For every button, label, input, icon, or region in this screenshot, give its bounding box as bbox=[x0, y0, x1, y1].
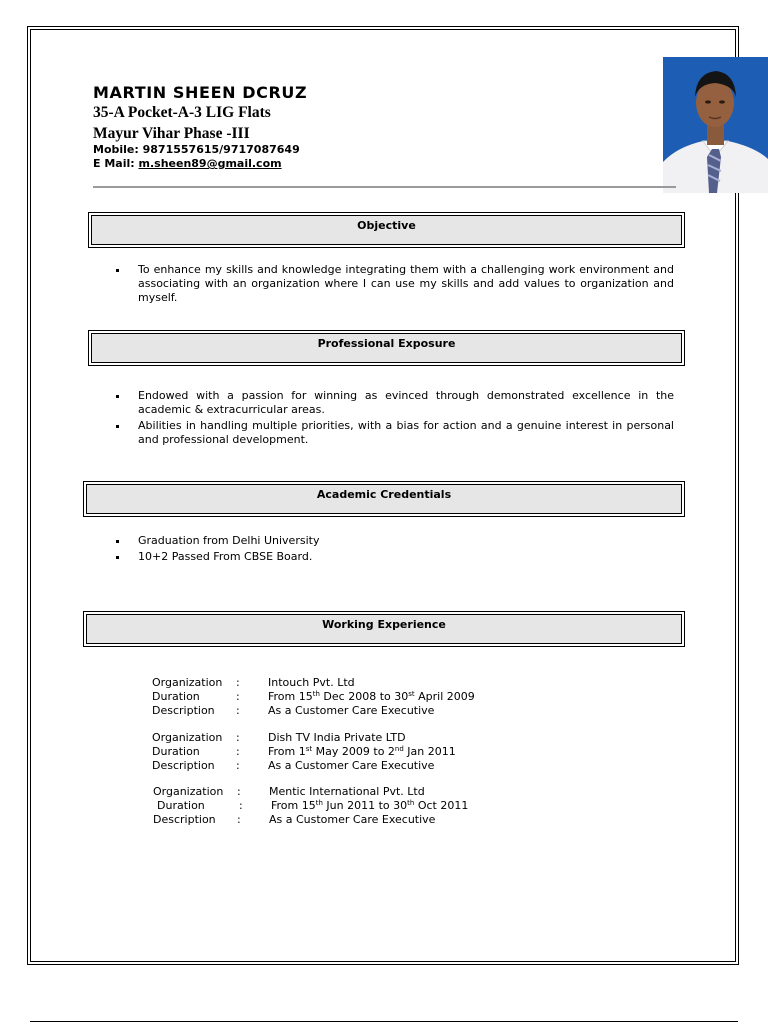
description-value: As a Customer Care Executive bbox=[269, 813, 436, 826]
mobile-value: 9871557615/9717087649 bbox=[142, 143, 300, 156]
colon: : bbox=[237, 813, 241, 826]
duration-label: Duration bbox=[152, 690, 200, 703]
colon: : bbox=[236, 731, 240, 744]
duration-value: From 15th Dec 2008 to 30st April 2009 bbox=[268, 690, 475, 703]
description-label: Description bbox=[152, 704, 215, 717]
candidate-name: MARTIN SHEEN DCRUZ bbox=[93, 83, 308, 102]
colon: : bbox=[236, 704, 240, 717]
description-value: As a Customer Care Executive bbox=[268, 704, 435, 717]
duration-label: Duration bbox=[152, 745, 200, 758]
professional-list bbox=[113, 389, 674, 449]
duration-label: Duration bbox=[157, 799, 205, 812]
email-line bbox=[93, 157, 282, 170]
list-item: 10+2 Passed From CBSE Board. bbox=[113, 550, 674, 564]
org-label: Organization bbox=[152, 676, 223, 689]
description-label: Description bbox=[152, 759, 215, 772]
description-value: As a Customer Care Executive bbox=[268, 759, 435, 772]
section-header-academic-credentials: Academic Credentials bbox=[86, 484, 682, 514]
portrait-icon bbox=[663, 57, 768, 193]
section-header-objective: Objective bbox=[91, 215, 682, 245]
duration-value: From 1st May 2009 to 2nd Jan 2011 bbox=[268, 745, 456, 758]
academic-list bbox=[113, 534, 674, 566]
org-value: Mentic International Pvt. Ltd bbox=[269, 785, 425, 798]
section-header-working-experience: Working Experience bbox=[86, 614, 682, 644]
mobile-label: Mobile: bbox=[93, 143, 139, 156]
address-line-1: 35-A Pocket-A-3 LIG Flats bbox=[93, 104, 271, 121]
header-divider bbox=[93, 186, 676, 188]
org-label: Organization bbox=[153, 785, 224, 798]
colon: : bbox=[236, 690, 240, 703]
colon: : bbox=[237, 785, 241, 798]
mobile-line bbox=[93, 143, 300, 156]
org-value: Intouch Pvt. Ltd bbox=[268, 676, 355, 689]
profile-photo bbox=[663, 57, 768, 193]
list-item: To enhance my skills and knowledge integrating them with a challenging work environment and associating with an organization where I can use my skills and add values to organization and myself. bbox=[113, 263, 674, 305]
page-bottom-rule bbox=[30, 1021, 738, 1022]
colon: : bbox=[236, 759, 240, 772]
section-header-professional-exposure: Professional Exposure bbox=[91, 333, 682, 363]
colon: : bbox=[236, 676, 240, 689]
colon: : bbox=[236, 745, 240, 758]
list-item: Abilities in handling multiple priorities, with a bias for action and a genuine interest in personal and professional development. bbox=[113, 419, 674, 447]
colon: : bbox=[239, 799, 243, 812]
org-value: Dish TV India Private LTD bbox=[268, 731, 406, 744]
org-label: Organization bbox=[152, 731, 223, 744]
email-label: E Mail: bbox=[93, 157, 135, 170]
email-link[interactable]: m.sheen89@gmail.com bbox=[138, 157, 282, 170]
objective-list bbox=[113, 263, 674, 307]
list-item: Endowed with a passion for winning as evinced through demonstrated excellence in the academic & extracurricular areas. bbox=[113, 389, 674, 417]
list-item: Graduation from Delhi University bbox=[113, 534, 674, 548]
description-label: Description bbox=[153, 813, 216, 826]
address-line-2: Mayur Vihar Phase -III bbox=[93, 125, 250, 142]
duration-value: From 15th Jun 2011 to 30th Oct 2011 bbox=[271, 799, 469, 812]
